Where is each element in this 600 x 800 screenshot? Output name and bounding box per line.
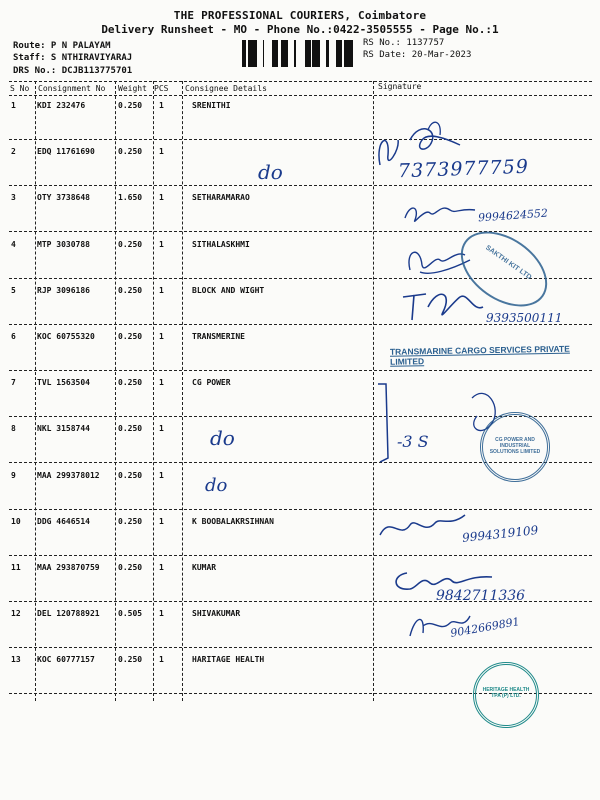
row-consignment-no: DEL 120788921 [37,609,100,618]
row-divider [9,370,592,371]
company-seal-stamp: CG POWER AND INDUSTRIAL SOLUTIONS LIMITED [480,412,550,482]
row-weight: 0.250 [118,471,143,480]
col-divider [153,81,154,701]
col-header-consignment: Consignment No [38,84,106,93]
runsheet-subtitle: Delivery Runsheet - MO - Phone No.:0422-3505555 - Page No.:1 [101,23,499,36]
row-consignment-no: OTY 3738648 [37,193,90,202]
handwritten-phone: 7373977759 [397,155,530,183]
row-sno: 10 [11,517,21,526]
row-sno: 12 [11,609,21,618]
row-weight: 0.250 [118,378,143,387]
rs-date: RS Date: 20-Mar-2023 [363,50,472,60]
staff-label: Staff: S NTHIRAVIYARAJ [13,53,133,63]
signature-row-12 [405,608,475,643]
row-consignment-no: MAA 293870759 [37,563,100,572]
row-weight: 0.250 [118,517,143,526]
col-divider [35,81,36,701]
handwritten-phone: 9994624552 [477,206,549,225]
row-consignment-no: MAA 299378012 [37,471,100,480]
row-pcs: 1 [159,147,164,156]
row-weight: 0.250 [118,655,143,664]
row-consignment-no: KOC 60755320 [37,332,95,341]
row-consignee: BLOCK AND WIGHT [192,286,265,295]
company-seal-stamp: HERITAGE HEALTH TPA (P) LTD. [473,662,539,728]
row-sno: 2 [11,147,16,156]
row-consignee: SHIVAKUMAR [192,609,241,618]
row-consignee: SETHARAMARAO [192,193,250,202]
row-divider [9,509,592,510]
signature-row-5 [398,282,488,327]
col-header-pcs: PCS [154,84,169,93]
table-row [0,563,600,575]
col-header-consignee: Consignee Details [185,84,267,93]
row-weight: 0.250 [118,240,143,249]
row-consignment-no: KDI 232476 [37,101,86,110]
row-weight: 0.250 [118,286,143,295]
company-seal-stamp: SAKTHI KIT LTD [447,216,561,322]
row-pcs: 1 [159,655,164,664]
col-header-sno: S No [10,84,30,93]
row-consignee: SITHALASKHMI [192,240,250,249]
row-sno: 4 [11,240,16,249]
signature-row-3 [400,198,480,228]
row-divider [9,647,592,648]
rs-number: RS No.: 1137757 [363,38,445,48]
row-pcs: 1 [159,471,164,480]
row-weight: 0.250 [118,563,143,572]
row-sno: 11 [11,563,21,572]
col-header-weight: Weight [118,84,147,93]
row-consignee: K BOOBALAKRSIHNAN [192,517,274,526]
row-pcs: 1 [159,609,164,618]
row-pcs: 1 [159,240,164,249]
row-pcs: 1 [159,563,164,572]
row-weight: 0.250 [118,101,143,110]
drs-number: DRS No.: DCJB113775701 [13,66,133,76]
row-pcs: 1 [159,286,164,295]
handwritten-phone: 9994319109 [461,523,539,545]
row-weight: 0.250 [118,332,143,341]
signature-row-10 [375,505,475,545]
row-sno: 8 [11,424,16,433]
row-weight: 1.650 [118,193,143,202]
row-divider [9,139,592,140]
row-consignment-no: MTP 3030788 [37,240,90,249]
signature-row-1 [370,110,480,190]
table-row [0,193,600,205]
ditto-mark: do [205,475,228,496]
row-weight: 0.250 [118,147,143,156]
row-pcs: 1 [159,332,164,341]
row-pcs: 1 [159,378,164,387]
row-consignee: TRANSMERINE [192,332,245,341]
table-top-border [9,81,592,82]
row-consignment-no: NKL 3158744 [37,424,90,433]
row-consignment-no: KOC 60777157 [37,655,95,664]
barcode [242,40,354,67]
row-sno: 3 [11,193,16,202]
row-consignment-no: DDG 4646514 [37,517,90,526]
col-divider [115,81,116,701]
row-weight: 0.250 [118,424,143,433]
row-divider [9,185,592,186]
row-weight: 0.505 [118,609,143,618]
row-consignment-no: TVL 1563504 [37,378,90,387]
row-pcs: 1 [159,101,164,110]
row-sno: 13 [11,655,21,664]
row-consignment-no: RJP 3096186 [37,286,90,295]
row-sno: 6 [11,332,16,341]
row-divider [9,555,592,556]
route-label: Route: P N PALAYAM [13,41,111,51]
row-consignee: KUMAR [192,563,217,572]
col-divider [182,81,183,701]
row-pcs: 1 [159,193,164,202]
company-title: THE PROFESSIONAL COURIERS, Coimbatore [173,9,427,22]
row-consignee: HARITAGE HEALTH [192,655,265,664]
signature-row-11 [392,563,502,593]
row-divider [9,231,592,232]
row-consignee: SRENITHI [192,101,231,110]
col-header-signature: Signature [378,82,422,91]
ditto-mark: do [258,160,283,184]
row-sno: 7 [11,378,16,387]
table-row [0,332,600,344]
handwritten-phone: 9042669891 [449,615,521,640]
row-sno: 1 [11,101,16,110]
row-sno: 9 [11,471,16,480]
handwritten-mark: -3 S [397,432,429,451]
table-row [0,101,600,113]
row-consignment-no: EDQ 11761690 [37,147,95,156]
handwritten-phone: 9842711336 [436,588,526,604]
ditto-mark: do [210,426,235,450]
row-pcs: 1 [159,517,164,526]
row-consignee: CG POWER [192,378,231,387]
row-pcs: 1 [159,424,164,433]
company-name-stamp: TRANSMARINE CARGO SERVICES PRIVATE LIMITED [389,343,570,367]
table-header-border [9,95,592,96]
row-sno: 5 [11,286,16,295]
handwritten-phone: 9393500111 [486,311,563,325]
